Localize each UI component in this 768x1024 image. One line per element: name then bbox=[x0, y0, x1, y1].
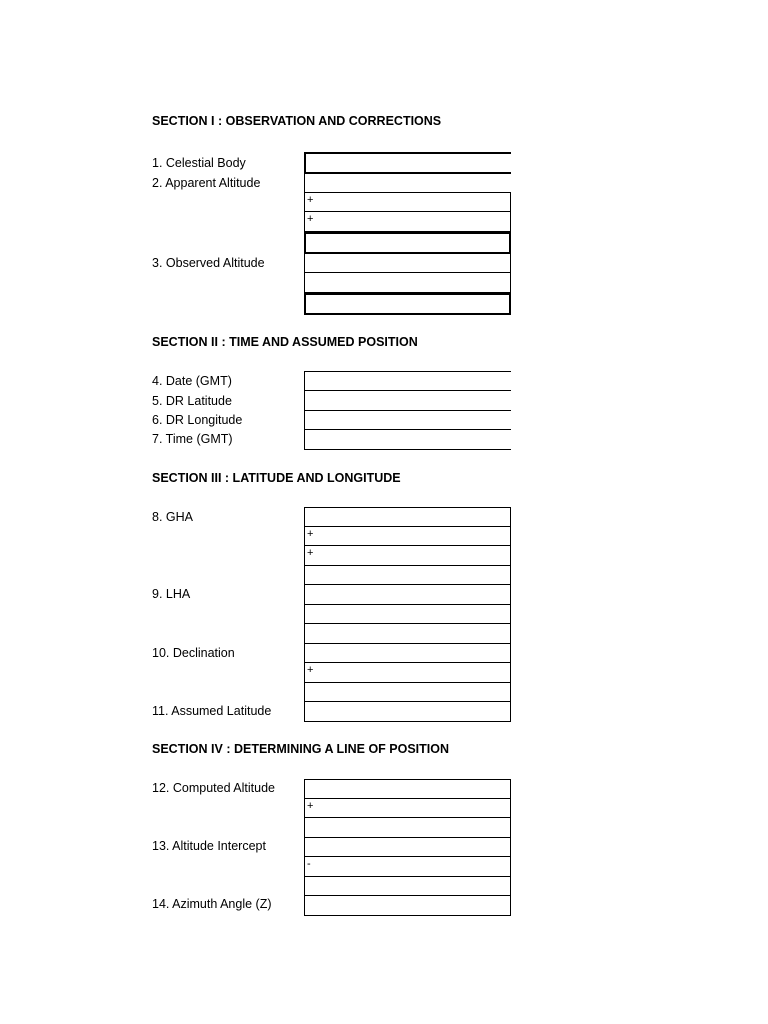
lha-field[interactable] bbox=[304, 585, 511, 605]
label-date-gmt: 4. Date (GMT) bbox=[152, 374, 232, 388]
apparent-altitude-field[interactable] bbox=[304, 174, 511, 193]
plus-sign: + bbox=[307, 800, 314, 812]
apparent-altitude-total-field[interactable] bbox=[304, 232, 511, 254]
section-1-heading: SECTION I : OBSERVATION AND CORRECTIONS bbox=[152, 114, 442, 128]
gha-total-field[interactable] bbox=[304, 566, 511, 585]
label-declination: 10. Declination bbox=[152, 646, 235, 660]
lha-correction-field[interactable] bbox=[304, 605, 511, 624]
declination-correction-field[interactable] bbox=[304, 663, 511, 683]
gha-correction-1-field[interactable] bbox=[304, 527, 511, 546]
plus-sign: + bbox=[307, 664, 314, 676]
plus-sign: + bbox=[307, 194, 314, 206]
azimuth-angle-field[interactable] bbox=[304, 896, 511, 916]
label-altitude-intercept: 13. Altitude Intercept bbox=[152, 839, 266, 853]
label-celestial-body: 1. Celestial Body bbox=[152, 156, 246, 170]
label-dr-longitude: 6. DR Longitude bbox=[152, 413, 243, 427]
label-time-gmt: 7. Time (GMT) bbox=[152, 432, 233, 446]
altitude-intercept-field[interactable] bbox=[304, 838, 511, 857]
gha-correction-2-field[interactable] bbox=[304, 546, 511, 566]
label-gha: 8. GHA bbox=[152, 510, 193, 524]
label-assumed-latitude: 11. Assumed Latitude bbox=[152, 704, 272, 718]
apparent-altitude-correction-2-field[interactable] bbox=[304, 212, 511, 232]
declination-field[interactable] bbox=[304, 644, 511, 663]
assumed-latitude-field[interactable] bbox=[304, 702, 511, 722]
observed-altitude-correction-field[interactable] bbox=[304, 273, 511, 293]
label-computed-altitude: 12. Computed Altitude bbox=[152, 781, 275, 795]
section-4-heading: SECTION IV : DETERMINING A LINE OF POSITION bbox=[152, 742, 450, 756]
computed-altitude-field[interactable] bbox=[304, 779, 511, 799]
computed-altitude-correction-field[interactable] bbox=[304, 799, 511, 818]
apparent-altitude-correction-1-field[interactable] bbox=[304, 193, 511, 212]
label-lha: 9. LHA bbox=[152, 587, 191, 601]
section-2-heading: SECTION II : TIME AND ASSUMED POSITION bbox=[152, 335, 418, 349]
time-gmt-field[interactable] bbox=[304, 430, 511, 450]
label-observed-altitude: 3. Observed Altitude bbox=[152, 256, 265, 270]
lha-total-field[interactable] bbox=[304, 624, 511, 644]
plus-sign: + bbox=[307, 528, 314, 540]
gha-field[interactable] bbox=[304, 507, 511, 527]
observed-altitude-field[interactable] bbox=[304, 254, 511, 273]
dr-longitude-field[interactable] bbox=[304, 411, 511, 430]
minus-sign: - bbox=[307, 858, 311, 870]
plus-sign: + bbox=[307, 213, 314, 225]
section-3-heading: SECTION III : LATITUDE AND LONGITUDE bbox=[152, 471, 401, 485]
label-apparent-altitude: 2. Apparent Altitude bbox=[152, 176, 261, 190]
label-azimuth-angle: 14. Azimuth Angle (Z) bbox=[152, 897, 272, 911]
observed-altitude-total-field[interactable] bbox=[304, 293, 511, 315]
altitude-intercept-correction-field[interactable] bbox=[304, 857, 511, 877]
plus-sign: + bbox=[307, 547, 314, 559]
declination-total-field[interactable] bbox=[304, 683, 511, 702]
label-dr-latitude: 5. DR Latitude bbox=[152, 394, 232, 408]
computed-altitude-total-field[interactable] bbox=[304, 818, 511, 838]
dr-latitude-field[interactable] bbox=[304, 391, 511, 411]
altitude-intercept-total-field[interactable] bbox=[304, 877, 511, 896]
celestial-body-field[interactable] bbox=[304, 152, 511, 174]
date-gmt-field[interactable] bbox=[304, 371, 511, 391]
